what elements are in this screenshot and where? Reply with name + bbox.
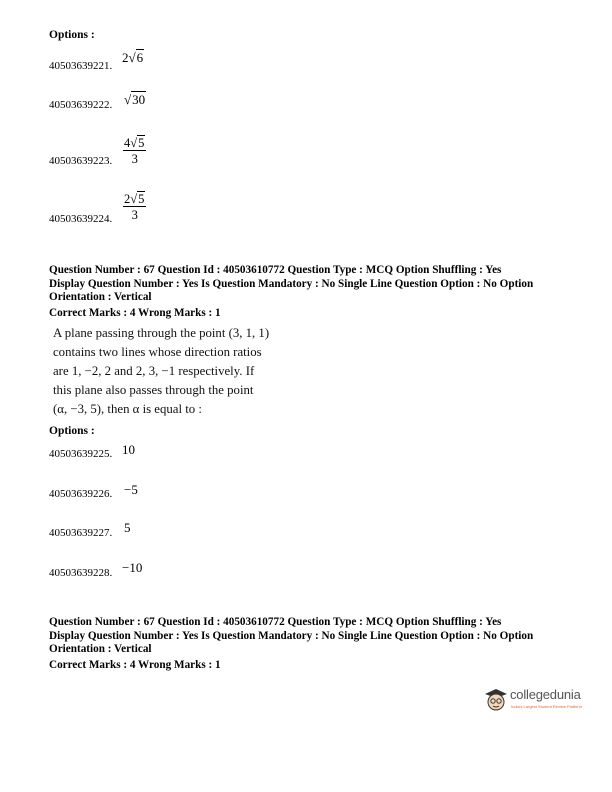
- option-value: √30: [124, 92, 146, 107]
- logo-tagline: India's Largest Student Review Platform: [511, 704, 583, 709]
- option-fraction: $\frac{4√5}{3}$: [124, 136, 145, 166]
- options-label: Options :: [49, 29, 95, 41]
- option-fraction: $\frac{2√5}{3}$: [124, 192, 145, 222]
- option-id: 40503639225.: [49, 448, 113, 460]
- question-header: Question Number : 67 Question Id : 40503610772 Question Type : MCQ Option Shuffling : Yes Display Question Number : Yes Is Question Mandatory : No Single Line Question Option : No Option Orientation : Vertical: [49, 264, 534, 303]
- option-value: 10: [122, 442, 135, 457]
- option-value: −5: [124, 482, 138, 497]
- logo-name: collegedunia: [510, 687, 581, 702]
- question-header: Question Number : 67 Question Id : 40503610772 Question Type : MCQ Option Shuffling : Yes Display Question Number : Yes Is Question Mandatory : No Single Line Question Option : No Option Orientation : Vertical: [49, 616, 534, 655]
- option-id: 40503639227.: [49, 527, 113, 539]
- marks-line: Correct Marks : 4 Wrong Marks : 1: [49, 307, 221, 319]
- question-text: A plane passing through the point (3, 1, 1) contains two lines whose direction ratios are 1, −2, 2 and 2, 3, −1 respectively. If this plane also passes through the point (α, −3, 5), then α is equal to :: [53, 326, 270, 416]
- options-label: Options :: [49, 425, 95, 437]
- option-id: 40503639226.: [49, 488, 113, 500]
- collegedunia-logo: [483, 684, 595, 718]
- option-value: 5: [124, 520, 131, 535]
- option-value: −10: [122, 560, 143, 575]
- option-id: 40503639228.: [49, 567, 113, 579]
- option-id: 40503639222.: [49, 99, 113, 111]
- option-id: 40503639221.: [49, 60, 113, 72]
- mascot-icon: [483, 686, 509, 714]
- option-id: 40503639224.: [49, 213, 113, 225]
- option-value: 2√6: [122, 50, 144, 65]
- option-id: 40503639223.: [49, 155, 113, 167]
- marks-line: Correct Marks : 4 Wrong Marks : 1: [49, 659, 221, 671]
